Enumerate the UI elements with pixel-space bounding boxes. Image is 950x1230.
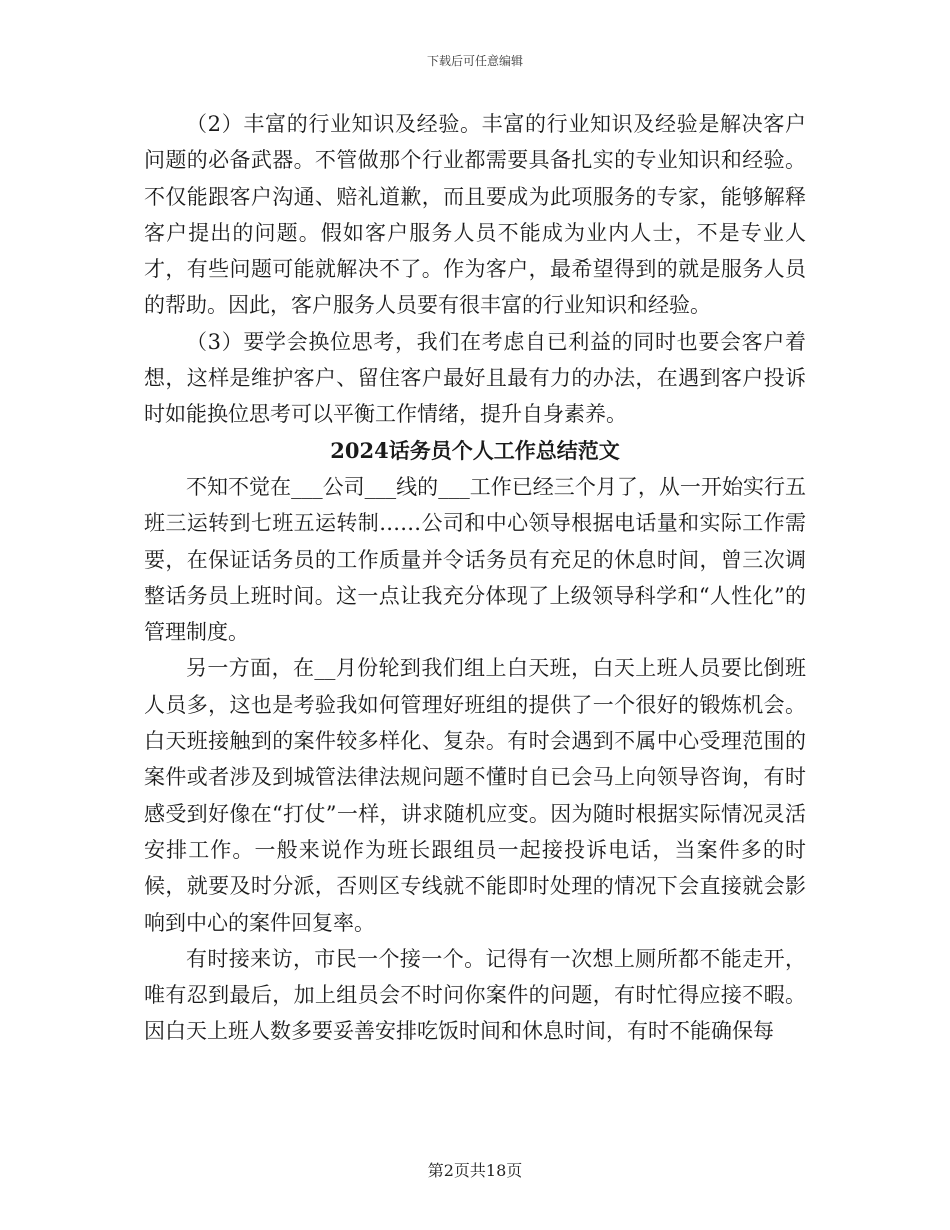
paragraph-industry-knowledge: （2）丰富的行业知识及经验。丰富的行业知识及经验是解决客户问题的必备武器。不管做那个行业都需要具备扎实的专业知识和经验。不仅能跟客户沟通、赔礼道歉，而且要成为此项服务的专家，能够解释客户提出的问题。假如客户服务人员不能成为业内人士，不是专业人才，有些问题可能就解决不了。作为客户，最希望得到的就是服务人员的帮助。因此，客户服务人员要有很丰富的行业知识和经验。: [144, 112, 806, 318]
page-header: 下载后可任意编辑: [426, 54, 523, 68]
document-body: [144, 106, 806, 1050]
paragraph-day-shift: 另一方面，在__月份轮到我们组上白天班，白天上班人员要比倒班人员多，这也是考验我如何管理好班组的提供了一个很好的锻炼机会。白天班接触到的案件较多样化、复杂。有时会遇到不属中心受理范围的案件或者涉及到城管法律法规问题不懂时自已会马上向领导咨询，有时感受到好像在“打仗”一样，讲求随机应变。因为随时根据实际情况灵活安排工作。一般来说作为班长跟组员一起接投诉电话，当案件多的时候，就要及时分派，否则区专线就不能即时处理的情况下会直接就会影响到中心的案件回复率。: [144, 656, 806, 935]
paragraph-visitors: 有时接来访，市民一个接一个。记得有一次想上厕所都不能走开，唯有忍到最后，加上组员会不时问你案件的问题，有时忙得应接不暇。因白天上班人数多要妥善安排吃饭时间和休息时间，有时不能确保每: [144, 946, 806, 1044]
page-footer: 第2页共18页: [427, 1161, 523, 1180]
section-title: 2024话务员个人工作总结范文: [330, 437, 620, 463]
paragraph-empathy: （3）要学会换位思考，我们在考虑自已利益的同时也要会客户着想，这样是维护客户、留住客户最好且最有力的办法，在遇到客户投诉时如能换位思考可以平衡工作情绪，提升自身素养。: [144, 329, 806, 427]
paragraph-three-months: 不知不觉在___公司___线的___工作已经三个月了，从一开始实行五班三运转到七班五运转制……公司和中心领导根据电话量和实际工作需要，在保证话务员的工作质量并令话务员有充足的休息时间，曾三次调整话务员上班时间。这一点让我充分体现了上级领导科学和“人性化”的管理制度。: [144, 474, 806, 645]
